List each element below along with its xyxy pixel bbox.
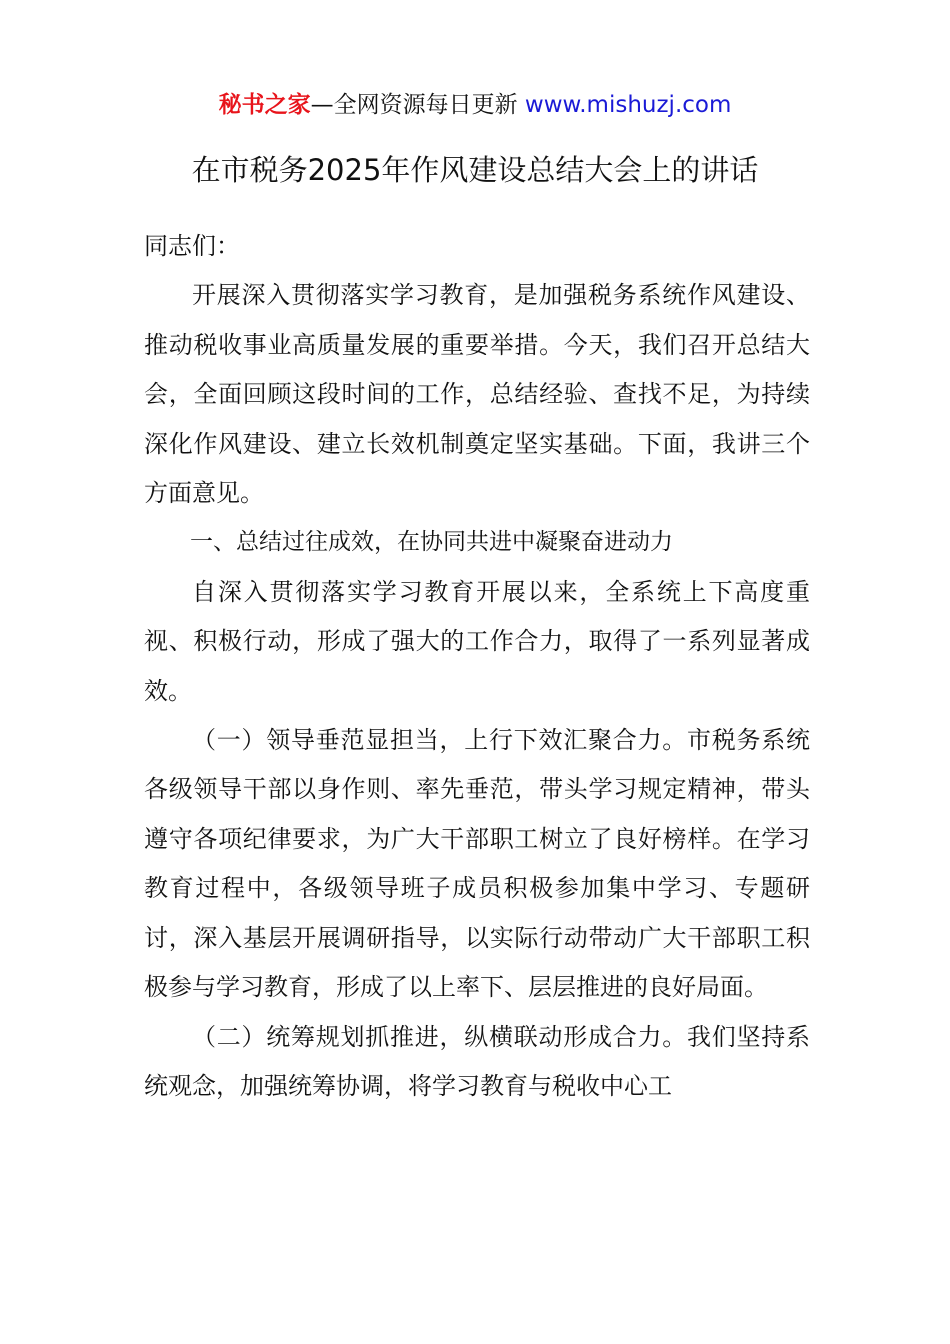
header-slogan: —全网资源每日更新	[310, 92, 525, 118]
paragraph-subsection-2: （二）统筹规划抓推进，纵横联动形成合力。我们坚持系统观念，加强统筹协调，将学习教育与税收中心工	[144, 1022, 810, 1100]
paragraph-section-1-intro: 自深入贯彻落实学习教育开展以来，全系统上下高度重视、积极行动，形成了强大的工作合力，取得了一系列显著成效。	[144, 577, 810, 705]
document-body	[144, 222, 810, 1111]
brand-name: 秘书之家	[218, 92, 311, 118]
paragraph-intro: 开展深入贯彻落实学习教育，是加强税务系统作风建设、推动税收事业高质量发展的重要举措。今天，我们召开总结大会，全面回顾这段时间的工作，总结经验、查找不足，为持续深化作风建设、建立长效机制奠定坚实基础。下面，我讲三个方面意见。	[144, 281, 810, 508]
document-title: 在市税务2025年作风建设总结大会上的讲话	[191, 153, 759, 187]
site-link[interactable]: www.mishuzj.com	[524, 92, 732, 118]
salutation: 同志们：	[144, 232, 240, 260]
section-heading-1: 一、总结过往成效，在协同共进中凝聚奋进动力	[190, 529, 673, 556]
site-header	[0, 88, 950, 122]
paragraph-subsection-1: （一）领导垂范显担当，上行下效汇聚合力。市税务系统各级领导干部以身作则、率先垂范，带头学习规定精神，带头遵守各项纪律要求，为广大干部职工树立了良好榜样。在学习教育过程中，各级领导班子成员积极参加集中学习、专题研讨，深入基层开展调研指导，以实际行动带动广大干部职工积极参与学习教育，形成了以上率下、层层推进的良好局面。	[144, 726, 810, 1002]
